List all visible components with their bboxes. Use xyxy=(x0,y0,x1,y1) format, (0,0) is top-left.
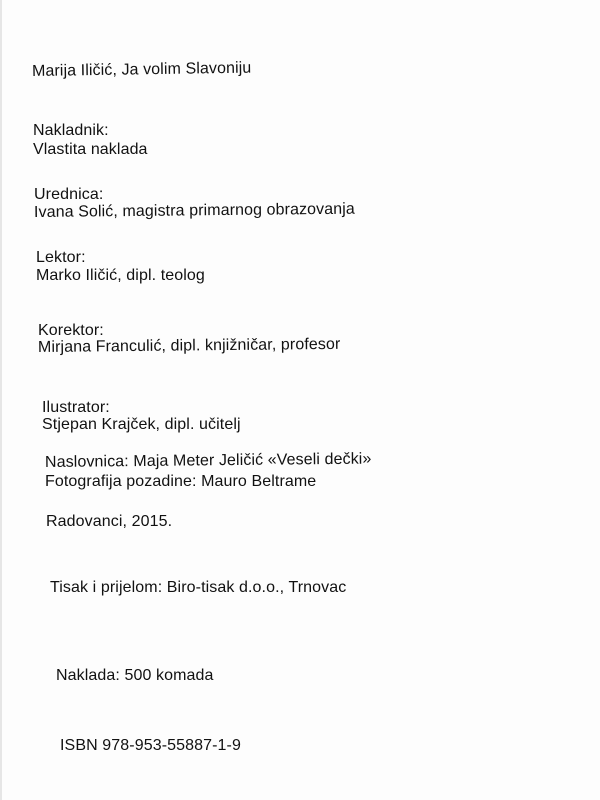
print-credit-line: Tisak i prijelom: Biro-tisak d.o.o., Trnovac xyxy=(50,579,347,596)
book-title-line: Marija Iličić, Ja volim Slavoniju xyxy=(31,59,252,80)
publisher-label: Nakladnik: xyxy=(33,122,109,139)
proofreader-label: Lektor: xyxy=(36,249,86,266)
place-year-line: Radovanci, 2015. xyxy=(46,513,173,530)
cover-credit-line: Naslovnica: Maja Meter Jeličić «Veseli dečki» xyxy=(44,450,372,471)
corrector-label: Korektor: xyxy=(38,322,104,339)
corrector-value: Mirjana Franculić, dipl. knjižničar, profesor xyxy=(37,335,341,356)
background-photo-line: Fotografija pozadine: Mauro Beltrame xyxy=(45,473,317,490)
isbn-line: ISBN 978-953-55887-1-9 xyxy=(60,737,241,754)
editor-value: Ivana Solić, magistra primarnog obrazovanja xyxy=(33,200,355,221)
scan-edge xyxy=(0,0,2,800)
editor-label: Urednica: xyxy=(34,186,104,203)
illustrator-value: Stjepan Krajček, dipl. učitelj xyxy=(42,416,241,433)
illustrator-label: Ilustrator: xyxy=(42,399,110,416)
proofreader-value: Marko Iličić, dipl. teolog xyxy=(36,267,205,284)
publisher-value: Vlastita naklada xyxy=(33,141,148,158)
edition-line: Naklada: 500 komada xyxy=(56,667,214,684)
